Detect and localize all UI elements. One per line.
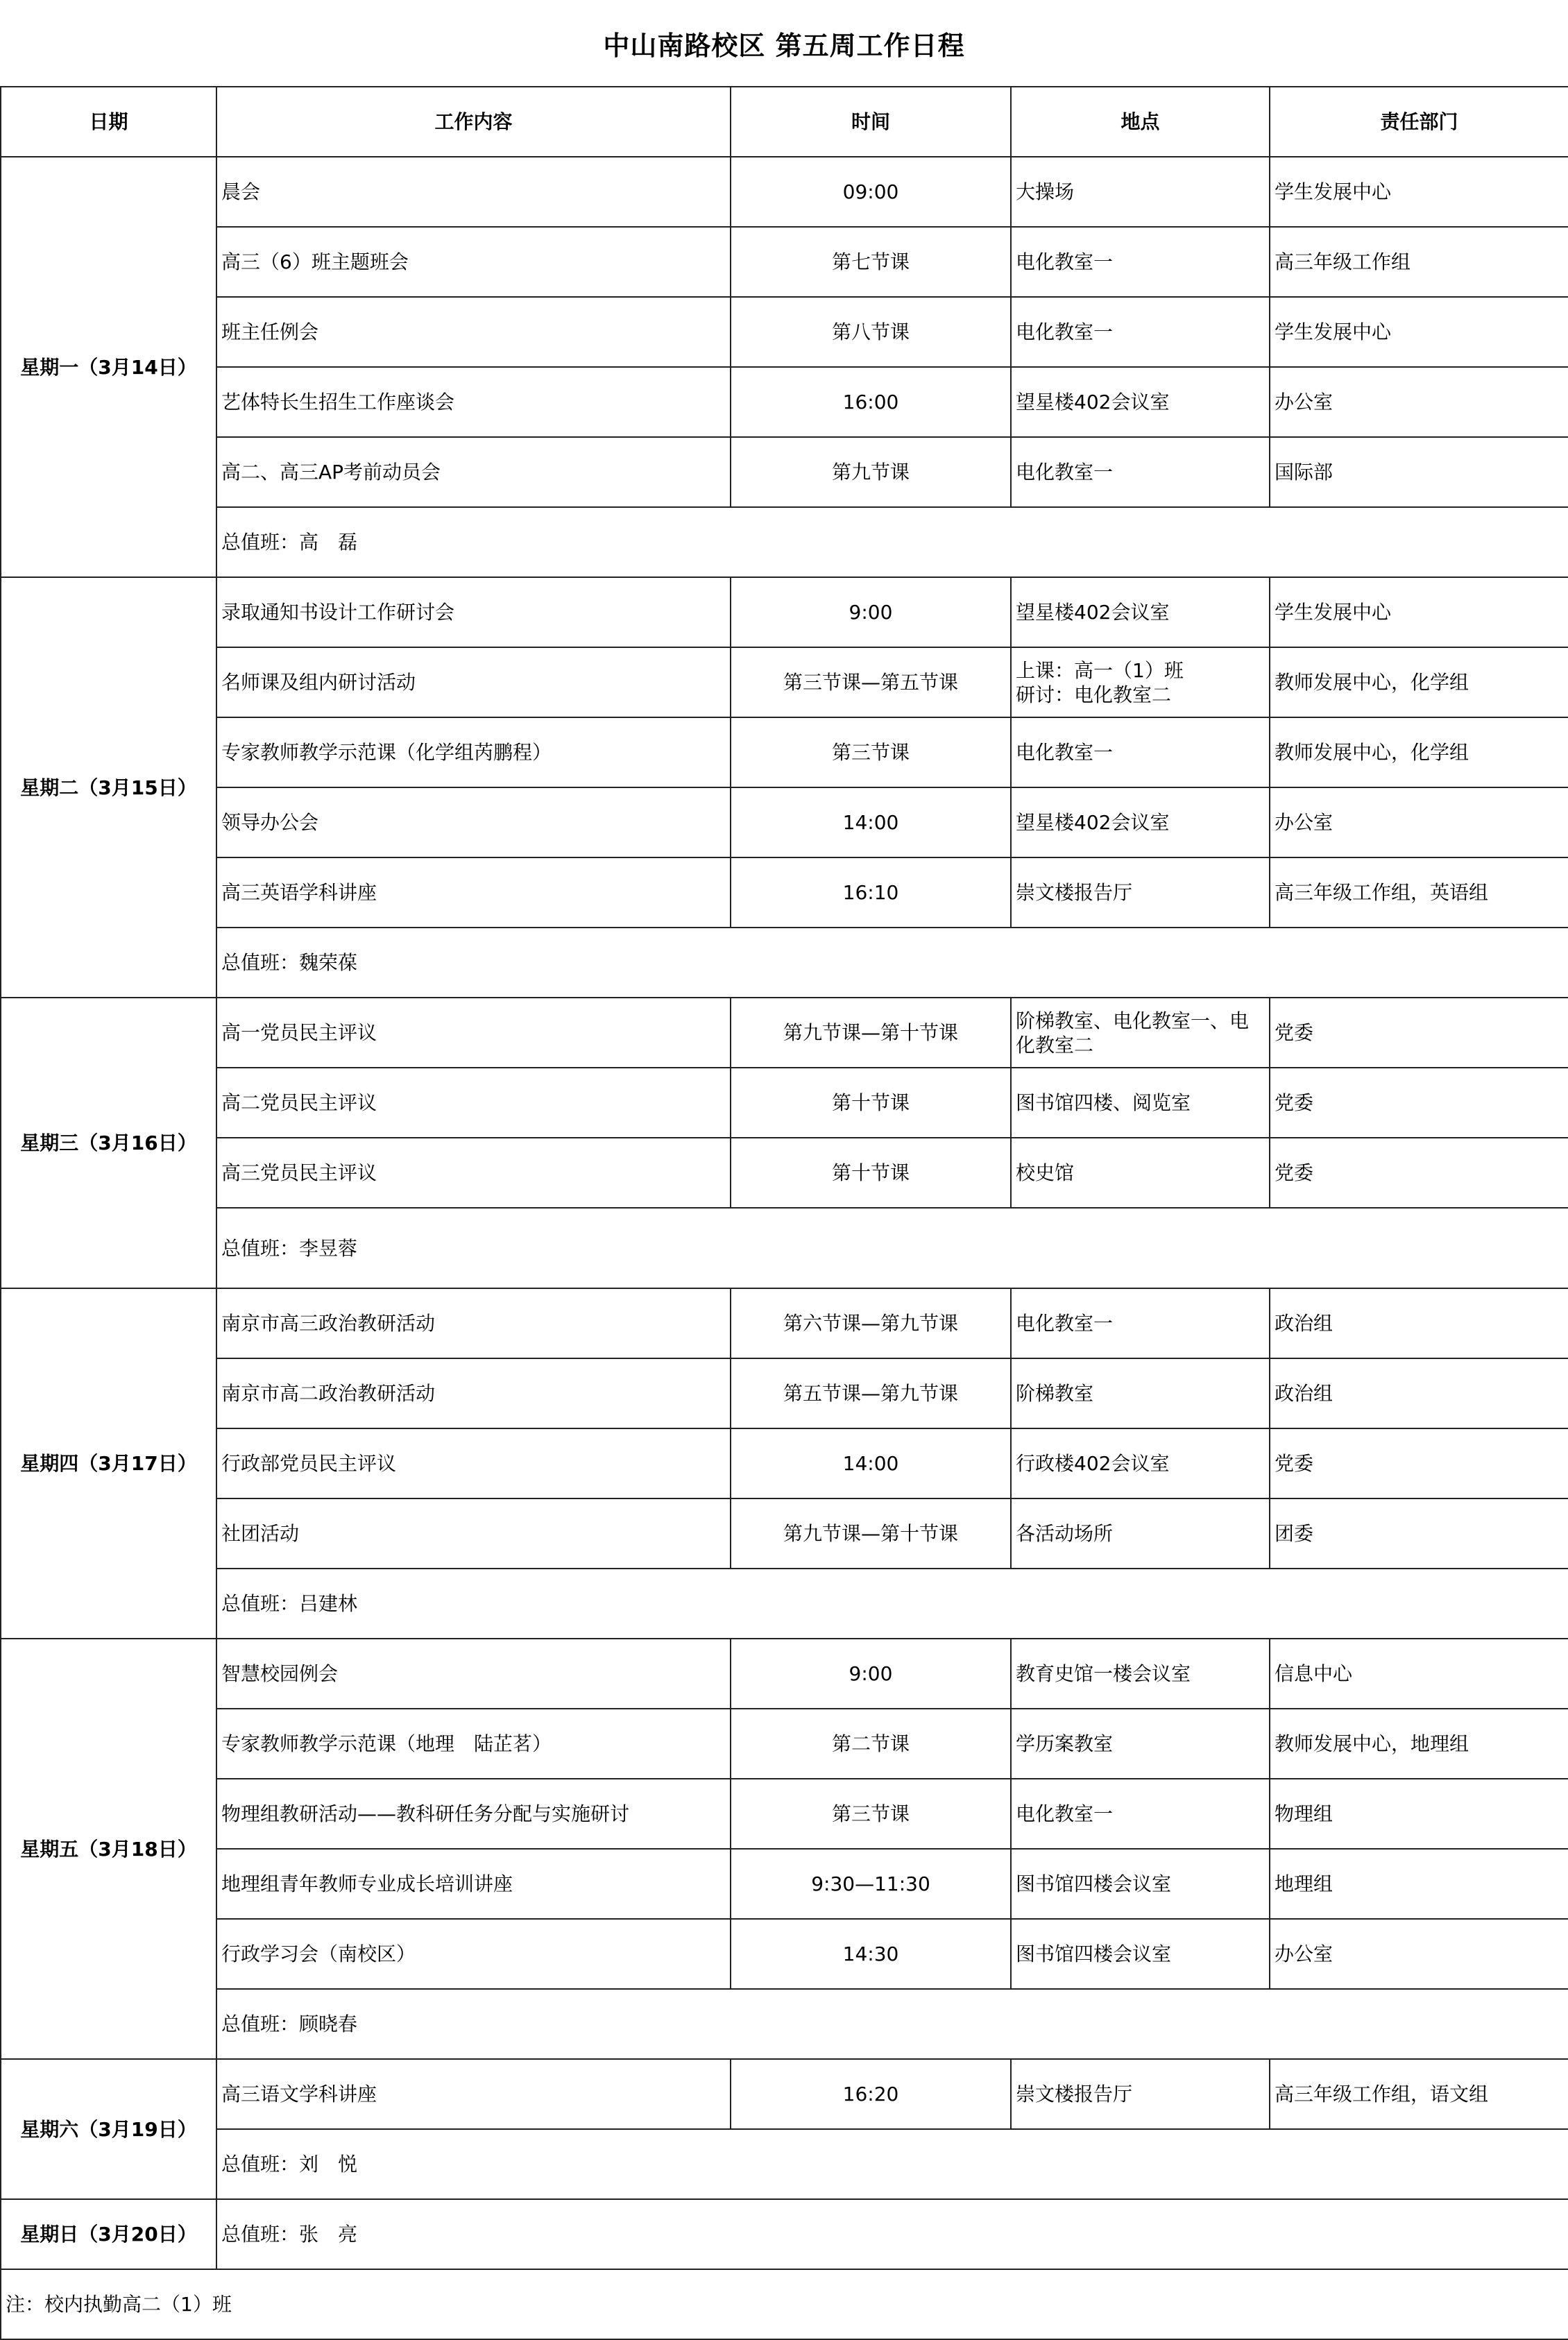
task-content: 地理组青年教师专业成长培训讲座: [216, 1849, 731, 1919]
table-row: [1, 367, 1568, 437]
task-place: 电化教室一: [1011, 1779, 1270, 1849]
duty-officer: 总值班：张 亮: [216, 2199, 1568, 2269]
task-dept: 高三年级工作组，语文组: [1270, 2059, 1568, 2129]
task-dept: 学生发展中心: [1270, 297, 1568, 367]
header-content: 工作内容: [216, 87, 731, 157]
table-row: [1, 437, 1568, 507]
task-time: 9:30—11:30: [731, 1849, 1011, 1919]
task-place: 电化教室一: [1011, 717, 1270, 787]
task-dept: 高三年级工作组，英语组: [1270, 857, 1568, 928]
duty-row: [1, 2129, 1568, 2199]
task-time: 第三节课: [731, 1779, 1011, 1849]
duty-row: [1, 2199, 1568, 2269]
task-time: 第八节课: [731, 297, 1011, 367]
header-row: [1, 87, 1568, 157]
duty-officer: 总值班：魏荣葆: [216, 928, 1568, 998]
table-row: [1, 1288, 1568, 1358]
task-dept: 党委: [1270, 1068, 1568, 1138]
task-time: 第九节课—第十节课: [731, 998, 1011, 1068]
task-place: 图书馆四楼、阅览室: [1011, 1068, 1270, 1138]
task-dept: 政治组: [1270, 1358, 1568, 1428]
table-row: [1, 1498, 1568, 1569]
task-time: 第九节课: [731, 437, 1011, 507]
task-time: 9:00: [731, 1639, 1011, 1709]
task-place: 校史馆: [1011, 1138, 1270, 1208]
task-place: 电化教室一: [1011, 437, 1270, 507]
task-time: 第七节课: [731, 227, 1011, 297]
task-dept: 学生发展中心: [1270, 157, 1568, 227]
task-content: 高一党员民主评议: [216, 998, 731, 1068]
table-row: [1, 577, 1568, 647]
table-row: [1, 1709, 1568, 1779]
table-row: [1, 297, 1568, 367]
task-content: 录取通知书设计工作研讨会: [216, 577, 731, 647]
task-content: 南京市高二政治教研活动: [216, 1358, 731, 1428]
task-dept: 地理组: [1270, 1849, 1568, 1919]
table-row: [1, 787, 1568, 857]
table-row: [1, 998, 1568, 1068]
duty-row: [1, 1569, 1568, 1639]
task-dept: 团委: [1270, 1498, 1568, 1569]
table-row: [1, 647, 1568, 717]
task-place: 电化教室一: [1011, 227, 1270, 297]
task-content: 行政部党员民主评议: [216, 1428, 731, 1498]
task-time: 第六节课—第九节课: [731, 1288, 1011, 1358]
task-content: 班主任例会: [216, 297, 731, 367]
day-label: 星期六（3月19日）: [1, 2059, 216, 2199]
table-row: [1, 1068, 1568, 1138]
task-time: 第十节课: [731, 1068, 1011, 1138]
task-place: 望星楼402会议室: [1011, 787, 1270, 857]
task-place: 崇文楼报告厅: [1011, 2059, 1270, 2129]
task-time: 第十节课: [731, 1138, 1011, 1208]
task-place: 图书馆四楼会议室: [1011, 1849, 1270, 1919]
table-row: [1, 1779, 1568, 1849]
duty-row: [1, 1208, 1568, 1288]
duty-row: [1, 1989, 1568, 2059]
table-row: [1, 1138, 1568, 1208]
task-dept: 教师发展中心，化学组: [1270, 717, 1568, 787]
task-time: 第九节课—第十节课: [731, 1498, 1011, 1569]
duty-officer: 总值班：李昱蓉: [216, 1208, 1568, 1288]
table-row: [1, 1849, 1568, 1919]
task-place-line: 化教室二: [1016, 1033, 1094, 1057]
footnote: 注：校内执勤高二（1）班: [1, 2269, 1568, 2339]
task-time: 14:00: [731, 1428, 1011, 1498]
task-time: 09:00: [731, 157, 1011, 227]
task-content: 社团活动: [216, 1498, 731, 1569]
page-title: 中山南路校区 第五周工作日程: [603, 30, 965, 61]
task-time: 16:00: [731, 367, 1011, 437]
header-place: 地点: [1011, 87, 1270, 157]
task-content: 物理组教研活动——教科研任务分配与实施研讨: [216, 1779, 731, 1849]
task-content: 高三党员民主评议: [216, 1138, 731, 1208]
task-content: 高三（6）班主题班会: [216, 227, 731, 297]
table-row: [1, 1919, 1568, 1989]
task-content: 高三英语学科讲座: [216, 857, 731, 928]
task-place: 崇文楼报告厅: [1011, 857, 1270, 928]
task-time: 14:30: [731, 1919, 1011, 1989]
task-place: 阶梯教室: [1011, 1358, 1270, 1428]
table-row: [1, 1358, 1568, 1428]
duty-officer: 总值班：刘 悦: [216, 2129, 1568, 2199]
task-place: 行政楼402会议室: [1011, 1428, 1270, 1498]
table-row: [1, 157, 1568, 227]
day-label: 星期日（3月20日）: [1, 2199, 216, 2269]
task-content: 艺体特长生招生工作座谈会: [216, 367, 731, 437]
schedule-table: [0, 86, 1568, 2340]
task-dept: 党委: [1270, 998, 1568, 1068]
task-time: 第三节课—第五节课: [731, 647, 1011, 717]
task-time: 14:00: [731, 787, 1011, 857]
task-dept: 学生发展中心: [1270, 577, 1568, 647]
task-place: 大操场: [1011, 157, 1270, 227]
duty-row: [1, 507, 1568, 577]
task-place: [1011, 998, 1270, 1068]
task-place: 各活动场所: [1011, 1498, 1270, 1569]
duty-row: [1, 928, 1568, 998]
task-place: 望星楼402会议室: [1011, 367, 1270, 437]
duty-officer: 总值班：顾晓春: [216, 1989, 1568, 2059]
table-row: [1, 857, 1568, 928]
task-dept: 办公室: [1270, 1919, 1568, 1989]
day-label: 星期五（3月18日）: [1, 1639, 216, 2059]
header-dept: 责任部门: [1270, 87, 1568, 157]
task-content: 高二党员民主评议: [216, 1068, 731, 1138]
task-dept: 办公室: [1270, 787, 1568, 857]
task-content: 高三语文学科讲座: [216, 2059, 731, 2129]
day-label: 星期一（3月14日）: [1, 157, 216, 577]
task-place: 电化教室一: [1011, 1288, 1270, 1358]
task-place: 教育史馆一楼会议室: [1011, 1639, 1270, 1709]
header-date: 日期: [1, 87, 216, 157]
day-label: 星期二（3月15日）: [1, 577, 216, 998]
task-content: 行政学习会（南校区）: [216, 1919, 731, 1989]
schedule-body: [1, 157, 1568, 2339]
task-dept: 党委: [1270, 1428, 1568, 1498]
task-time: 第三节课: [731, 717, 1011, 787]
duty-officer: 总值班：高 磊: [216, 507, 1568, 577]
task-content: 晨会: [216, 157, 731, 227]
task-place: [1011, 647, 1270, 717]
task-content: 专家教师教学示范课（化学组芮鹏程）: [216, 717, 731, 787]
task-dept: 高三年级工作组: [1270, 227, 1568, 297]
task-time: 第五节课—第九节课: [731, 1358, 1011, 1428]
task-dept: 党委: [1270, 1138, 1568, 1208]
task-place: 电化教室一: [1011, 297, 1270, 367]
task-place-line: 阶梯教室、电化教室一、电: [1016, 1009, 1250, 1032]
task-content: 南京市高三政治教研活动: [216, 1288, 731, 1358]
task-content: 专家教师教学示范课（地理 陆芷茗）: [216, 1709, 731, 1779]
task-dept: 国际部: [1270, 437, 1568, 507]
table-row: [1, 2059, 1568, 2129]
table-row: [1, 717, 1568, 787]
day-label: 星期四（3月17日）: [1, 1288, 216, 1639]
task-place: 学历案教室: [1011, 1709, 1270, 1779]
task-dept: 教师发展中心，地理组: [1270, 1709, 1568, 1779]
duty-officer: 总值班：吕建林: [216, 1569, 1568, 1639]
task-place-line: 上课：高一（1）班: [1016, 658, 1184, 682]
task-dept: 教师发展中心，化学组: [1270, 647, 1568, 717]
task-dept: 政治组: [1270, 1288, 1568, 1358]
task-place-line: 研讨：电化教室二: [1016, 683, 1172, 706]
table-row: [1, 1639, 1568, 1709]
day-label: 星期三（3月16日）: [1, 998, 216, 1288]
task-time: 第二节课: [731, 1709, 1011, 1779]
task-place: 图书馆四楼会议室: [1011, 1919, 1270, 1989]
task-content: 名师课及组内研讨活动: [216, 647, 731, 717]
task-content: 智慧校园例会: [216, 1639, 731, 1709]
task-time: 16:20: [731, 2059, 1011, 2129]
task-content: 高二、高三AP考前动员会: [216, 437, 731, 507]
header-time: 时间: [731, 87, 1011, 157]
task-time: 16:10: [731, 857, 1011, 928]
note-row: [1, 2269, 1568, 2339]
table-row: [1, 1428, 1568, 1498]
task-content: 领导办公会: [216, 787, 731, 857]
task-time: 9:00: [731, 577, 1011, 647]
task-dept: 办公室: [1270, 367, 1568, 437]
task-place: 望星楼402会议室: [1011, 577, 1270, 647]
table-row: [1, 227, 1568, 297]
task-dept: 物理组: [1270, 1779, 1568, 1849]
task-dept: 信息中心: [1270, 1639, 1568, 1709]
